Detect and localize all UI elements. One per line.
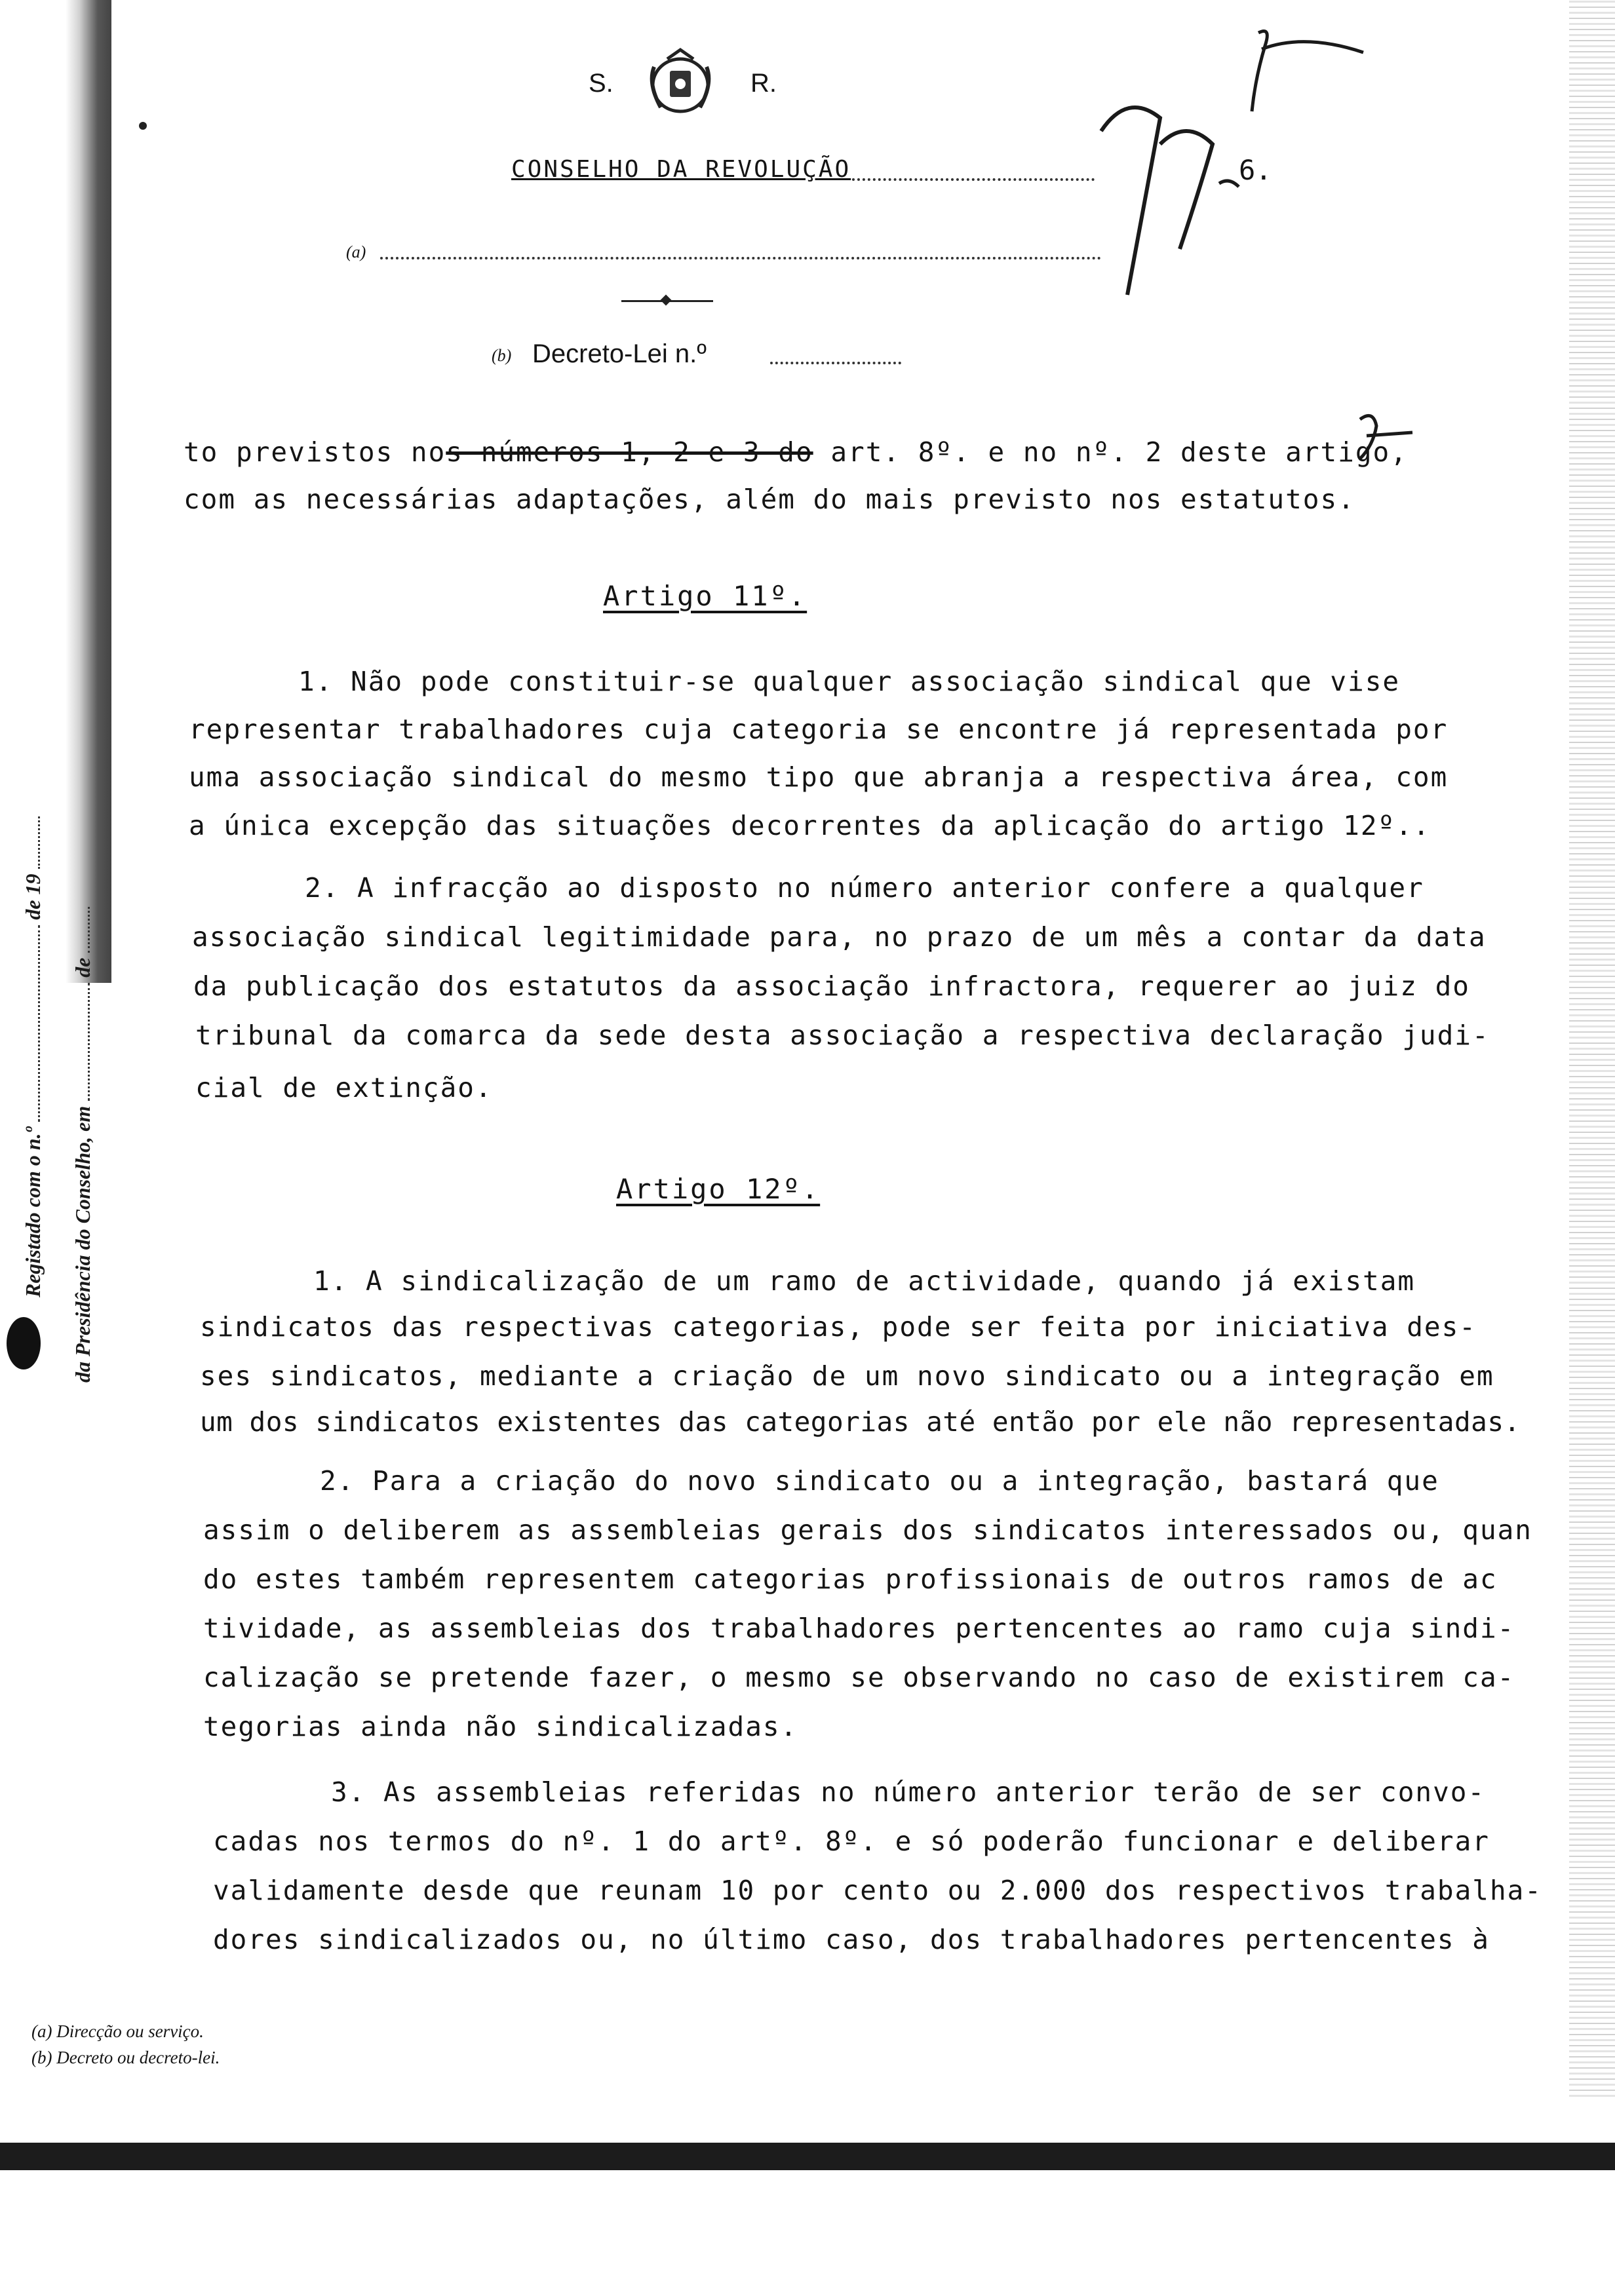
council-name: CONSELHO DA REVOLUÇÃO bbox=[511, 156, 851, 183]
footnote-a: (a) Direcção ou serviço. bbox=[31, 2021, 204, 2041]
decree-dotted-line bbox=[770, 362, 901, 364]
margin-registered-dots bbox=[38, 925, 40, 1122]
binding-hole bbox=[7, 1317, 41, 1369]
ink-dot bbox=[139, 122, 147, 130]
margin-year-dots bbox=[38, 816, 40, 869]
continuation-line-1 bbox=[184, 436, 1408, 468]
art11-p1-line: representar trabalhadores cuja categoria se encontre já representada por bbox=[189, 714, 1449, 745]
separator-diamond bbox=[661, 295, 672, 306]
margin-presidency-dots-2 bbox=[88, 907, 90, 953]
art11-p1-line: 1. Não pode constituir-se qualquer associação sindical que vise bbox=[298, 666, 1401, 697]
art12-p2-line: tegorias ainda não sindicalizadas. bbox=[203, 1711, 798, 1742]
handwritten-page-number: 6. bbox=[1239, 154, 1272, 186]
field-a-dotted-line bbox=[380, 257, 1101, 259]
art12-p3-line: dores sindicalizados ou, no último caso, dos trabalhadores pertencentes à bbox=[213, 1924, 1490, 1955]
art11-p1-line: uma associação sindical do mesmo tipo que abranja a respectiva área, com bbox=[189, 761, 1449, 793]
coat-of-arms-emblem bbox=[641, 47, 720, 119]
scan-left-shadow bbox=[66, 0, 111, 983]
art11-p2-line: da publicação dos estatutos da associação infractora, requerer ao juiz do bbox=[193, 970, 1470, 1002]
letterhead-s: S. bbox=[589, 69, 613, 98]
art12-p3-line: validamente desde que reunam 10 por cento ou 2.000 dos respectivos trabalha- bbox=[213, 1875, 1542, 1906]
art12-p2-line: assim o deliberem as assembleias gerais dos sindicatos interessados ou, quan bbox=[203, 1514, 1532, 1546]
continuation-line-2: com as necessárias adaptações, além do mais previsto nos estatutos. bbox=[184, 484, 1355, 515]
margin-presidency bbox=[71, 907, 95, 1383]
art12-p3-line: 3. As assembleias referidas no número anterior terão de ser convo- bbox=[331, 1776, 1486, 1808]
margin-year-label: de 19 bbox=[21, 873, 45, 920]
art12-p2-line: do estes também representem categorias profissionais de outros ramos de ac bbox=[203, 1563, 1498, 1595]
art12-p1-line: um dos sindicatos existentes das categorias até então por ele não representadas. bbox=[200, 1406, 1521, 1438]
art11-p1-line: a única excepção das situações decorrentes da aplicação do artigo 12º.. bbox=[189, 810, 1431, 841]
scan-right-edge bbox=[1569, 0, 1615, 2097]
art12-p1-line: ses sindicatos, mediante a criação de um novo sindicato ou a integração em bbox=[200, 1360, 1494, 1392]
margin-presidency-dots bbox=[88, 983, 90, 1101]
field-b-label: (b) bbox=[492, 346, 512, 365]
article-12-heading: Artigo 12º. bbox=[616, 1173, 821, 1205]
art12-p2-line: tividade, as assembleias dos trabalhadores pertencentes ao ramo cuja sindi- bbox=[203, 1613, 1515, 1644]
margin-registered bbox=[21, 816, 45, 1297]
continuation-end: art. 8º. e no nº. 2 deste artigo, bbox=[813, 436, 1408, 468]
art12-p1-line: 1. A sindicalização de um ramo de actividade, quando já existam bbox=[313, 1265, 1416, 1297]
art11-p2-line: associação sindical legitimidade para, no prazo de um mês a contar da data bbox=[192, 921, 1487, 953]
council-dotted-line bbox=[852, 178, 1095, 181]
scan-bottom-bar bbox=[0, 2143, 1615, 2170]
art11-p2-line: 2. A infracção ao disposto no número anterior confere a qualquer bbox=[305, 872, 1424, 904]
margin-registered-label: Registado com o n.º bbox=[21, 1126, 45, 1297]
art11-p2-line: tribunal da comarca da sede desta associação a respectiva declaração judi- bbox=[195, 1020, 1490, 1051]
article-11-heading: Artigo 11º. bbox=[603, 580, 808, 612]
margin-presidency-label: da Presidência do Conselho, em bbox=[71, 1105, 94, 1383]
margin-presidency-de: de bbox=[71, 957, 94, 978]
handwritten-number bbox=[1088, 79, 1272, 308]
letterhead-r: R. bbox=[750, 69, 777, 98]
art11-p2-line: cial de extinção. bbox=[195, 1072, 493, 1103]
art12-p1-line: sindicatos das respectivas categorias, pode ser feita por iniciativa des- bbox=[200, 1311, 1477, 1343]
struck-text: s números 1, 2 e 3 do bbox=[446, 436, 813, 468]
field-a-label: (a) bbox=[346, 242, 366, 261]
footnote-b: (b) Decreto ou decreto-lei. bbox=[31, 2048, 220, 2067]
decree-label: Decreto-Lei n.º bbox=[532, 339, 707, 368]
art12-p2-line: 2. Para a criação do novo sindicato ou a integração, bastará que bbox=[320, 1465, 1439, 1497]
continuation-start: to previstos no bbox=[184, 436, 446, 468]
art12-p3-line: cadas nos termos do nº. 1 do artº. 8º. e só poderão funcionar e deliberar bbox=[213, 1826, 1490, 1857]
art12-p2-line: calização se pretende fazer, o mesmo se observando no caso de existirem ca- bbox=[203, 1662, 1515, 1693]
